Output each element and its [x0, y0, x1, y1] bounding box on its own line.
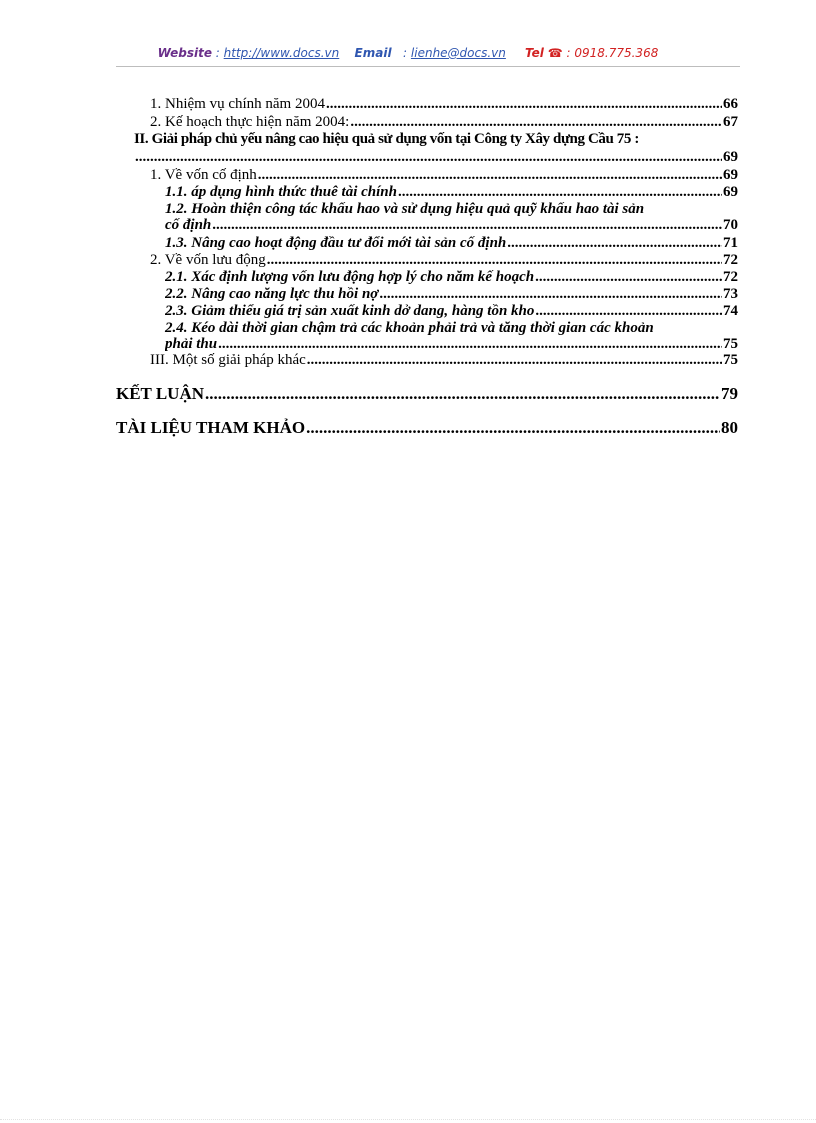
toc-entry-title: KẾT LUẬN: [116, 384, 205, 403]
toc-entry[interactable]: [150, 252, 738, 269]
toc-entry-title: 2. Về vốn lưu động: [150, 252, 266, 268]
page-header: Website : http://www.docs.vn Email : lienhe@docs.vn Tel ☎ : 0918.775.368: [157, 46, 659, 60]
email-label: Email: [354, 46, 392, 60]
website-link[interactable]: http://www.docs.vn: [223, 46, 340, 60]
toc-entry-title: 2. Kế hoạch thực hiện năm 2004:: [150, 114, 350, 130]
toc-entry-page: 70: [723, 217, 738, 233]
toc-entry-page: 79: [721, 384, 738, 403]
toc-entry[interactable]: [165, 286, 738, 303]
toc-entry-page: 74: [723, 303, 738, 319]
toc-entry-title: 1. Về vốn cố định: [150, 167, 257, 183]
toc-leader-dots: [535, 303, 722, 320]
toc-entry[interactable]: [165, 336, 738, 353]
toc-entry-title: 1.1. áp dụng hình thức thuê tài chính: [165, 184, 397, 200]
toc-leader-dots: [307, 352, 722, 369]
toc-entry-page: 69: [723, 149, 738, 165]
email-link[interactable]: lienhe@docs.vn: [410, 46, 506, 60]
toc-entry-page: 67: [723, 114, 738, 130]
toc-entry-title[interactable]: II. Giải pháp chủ yếu nâng cao hiệu quả sử dụng vốn tại Công ty Xây dựng Cầu 75 :: [134, 131, 639, 147]
toc-entry[interactable]: [165, 235, 738, 252]
toc-entry-page: 66: [723, 96, 738, 112]
toc-entry-title: 2.3. Giảm thiểu giá trị sản xuất kinh dở dang, hàng tồn kho: [165, 303, 535, 319]
toc-leader-dots: [306, 418, 720, 438]
toc-entry-title: 1. Nhiệm vụ chính năm 2004: [150, 96, 325, 112]
toc-leader-dots: [218, 336, 722, 353]
toc-entry-title: TÀI LIỆU THAM KHẢO: [116, 418, 306, 437]
tel-value: 0918.775.368: [574, 46, 659, 60]
toc-leader-dots: [205, 384, 720, 404]
toc-entry-conclusion[interactable]: [116, 384, 738, 404]
toc-entry[interactable]: [150, 114, 738, 131]
toc-entry-title: III. Một số giải pháp khác: [150, 352, 306, 368]
toc-entry[interactable]: [150, 96, 738, 113]
toc-entry[interactable]: [150, 167, 738, 184]
toc-entry[interactable]: [150, 352, 738, 369]
toc-entry-references[interactable]: [116, 418, 738, 438]
toc-entry-title: 2.2. Nâng cao năng lực thu hồi nợ: [165, 286, 379, 302]
toc-leader-dots: [135, 149, 722, 166]
toc-entry-title-continued: phải thu: [165, 336, 218, 352]
toc-entry-title-continued: cố định: [165, 217, 212, 233]
website-label: Website: [157, 46, 212, 60]
toc-entry-page: 72: [723, 269, 738, 285]
telephone-icon: ☎: [547, 46, 563, 60]
toc-entry-page: 69: [723, 184, 738, 200]
toc-entry-page: 75: [723, 336, 738, 352]
toc-leader-dots: [535, 269, 722, 286]
toc-leader-dots: [379, 286, 722, 303]
toc-entry-page: 69: [723, 167, 738, 183]
toc-entry-page: 71: [723, 235, 738, 251]
toc-entry-title: 2.1. Xác định lượng vốn lưu động hợp lý cho năm kế hoạch: [165, 269, 535, 285]
toc-entry-page: 80: [721, 418, 738, 437]
page-bottom-border: [0, 1119, 816, 1120]
toc-leader-dots: [326, 96, 722, 113]
toc-entry-page: 72: [723, 252, 738, 268]
toc-entry-title: 1.3. Nâng cao hoạt động đầu tư đổi mới tài sản cố định: [165, 235, 507, 251]
toc-leader-dots: [398, 184, 722, 201]
toc-leader-dots: [258, 167, 722, 184]
toc-entry[interactable]: [165, 269, 738, 286]
toc-entry-title[interactable]: 1.2. Hoàn thiện công tác khấu hao và sử dụng hiệu quả quỹ khấu hao tài sản: [165, 201, 645, 217]
toc-leader-dots: [507, 235, 722, 252]
toc-entry-page: 75: [723, 352, 738, 368]
toc-leader-dots: [350, 114, 722, 131]
toc-leader-dots: [212, 217, 722, 234]
toc-entry[interactable]: [165, 303, 738, 320]
toc-entry[interactable]: [134, 149, 738, 166]
toc-entry[interactable]: [165, 217, 738, 234]
toc-entry-page: 73: [723, 286, 738, 302]
toc-leader-dots: [267, 252, 722, 269]
toc-entry[interactable]: [165, 184, 738, 201]
tel-label: Tel: [525, 46, 544, 60]
toc-entry-title[interactable]: 2.4. Kéo dài thời gian chậm trả các khoản phải trả và tăng thời gian các khoản: [165, 320, 654, 336]
